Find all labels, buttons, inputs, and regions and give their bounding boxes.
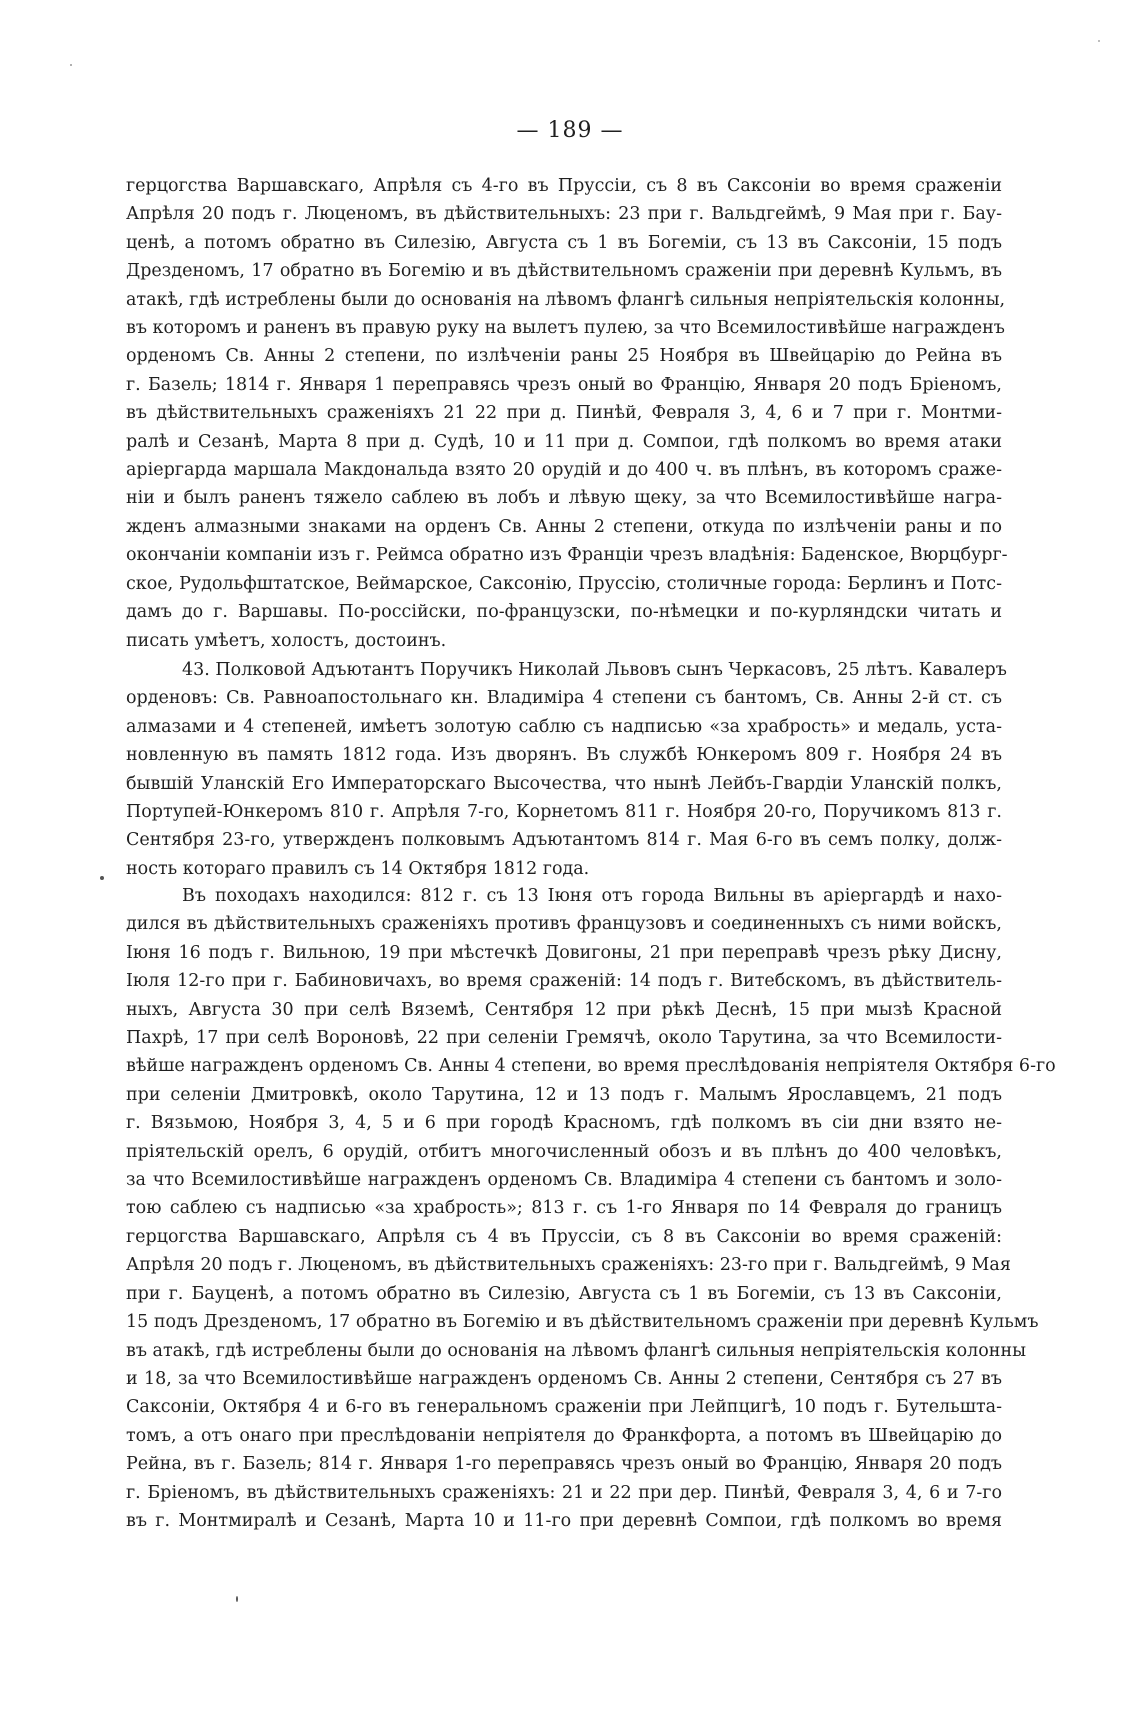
text-line: Апрѣля 20 подъ г. Люценомъ, въ дѣйствительныхъ: 23 при г. Вальдгеймѣ, 9 Мая при г. Бау- — [126, 204, 1002, 225]
text-line: г. Бріеномъ, въ дѣйствительныхъ сраженіяхъ: 21 и 22 при дер. Пинѣй, Февраля 3, 4, 6 и 7-го — [126, 1482, 1002, 1503]
text-line: въ дѣйствительныхъ сраженіяхъ 21 22 при д. Пинѣй, Февраля 3, 4, 6 и 7 при г. Монтми- — [126, 403, 1002, 424]
text-line: 15 подъ Дрезденомъ, 17 обратно въ Богемію и въ дѣйствительномъ сраженіи при деревнѣ Кульмъ — [126, 1312, 1039, 1333]
text-line: Дрезденомъ, 17 обратно въ Богемію и въ дѣйствительномъ сраженіи при деревнѣ Кульмъ, въ — [126, 261, 1002, 282]
text-line: Въ походахъ находился: 812 г. съ 13 Іюня отъ города Вильны въ аріергардѣ и нахо- — [182, 886, 1002, 906]
text-line: пріятельскій орелъ, 6 орудій, отбитъ многочисленный обозъ и въ плѣнъ до 400 человѣкъ, — [126, 1141, 1002, 1162]
text-line: ское, Рудольфштатское, Веймарское, Саксонію, Пруссію, столичные города: Берлинъ и Потс- — [126, 573, 1002, 594]
text-line: Сентября 23-го, утвержденъ полковымъ Адъютантомъ 814 г. Мая 6-го въ семъ полку, долж- — [126, 830, 1002, 851]
text-line: Саксоніи, Октября 4 и 6-го въ генеральномъ сраженіи при Лейпцигѣ, 10 подъ г. Бутельшта- — [126, 1397, 1002, 1418]
text-line: при селеніи Дмитровкѣ, около Тарутина, 12 и 13 подъ г. Малымъ Ярославцемъ, 21 подъ — [126, 1084, 1002, 1105]
text-line: ніи и былъ раненъ тяжело саблею въ лобъ и лѣвую щеку, за что Всемилостивѣйше награ- — [126, 488, 1002, 509]
text-line: аріергарда маршала Макдональда взято 20 орудій и до 400 ч. въ плѣнъ, въ которомъ сраже- — [126, 460, 1002, 481]
text-line: герцогства Варшавскаго, Апрѣля съ 4 въ Пруссіи, съ 8 въ Саксоніи во время сраженій: — [126, 1226, 1002, 1247]
page-number: — 189 — — [516, 118, 624, 143]
text-line: тою саблею съ надписью «за храбрость»; 813 г. съ 1-го Января по 14 Февраля до границъ — [126, 1198, 1002, 1219]
text-line: 43. Полковой Адъютантъ Поручикъ Николай Львовъ сынъ Черкасовъ, 25 лѣтъ. Кавалеръ — [182, 660, 1007, 680]
text-line: г. Базель; 1814 г. Января 1 переправясь чрезъ оный во Францію, Января 20 подъ Бріеномъ, — [126, 374, 1002, 395]
text-line: Портупей-Юнкеромъ 810 г. Апрѣля 7-го, Корнетомъ 811 г. Ноября 20-го, Поручикомъ 813 г. — [126, 802, 1002, 823]
text-line: вѣйше награжденъ орденомъ Св. Анны 4 степени, во время преслѣдованія непріятеля Октября 6-го — [126, 1056, 1056, 1077]
scan-speck — [100, 876, 104, 880]
text-line: и 18, за что Всемилостивѣйше награжденъ орденомъ Св. Анны 2 степени, Сентября съ 27 въ — [126, 1368, 1002, 1389]
text-line: ценѣ, а потомъ обратно въ Силезію, Августа съ 1 въ Богеміи, съ 13 въ Саксоніи, 15 подъ — [126, 232, 1002, 253]
text-line: Рейна, въ г. Базель; 814 г. Января 1-го переправясь чрезъ оный во Францію, Января 20 подъ — [126, 1454, 1002, 1475]
text-line: писать умѣетъ, холостъ, достоинъ. — [126, 630, 447, 651]
text-line: орденомъ Св. Анны 2 степени, по излѣченіи раны 25 Ноября въ Швейцарію до Рейна въ — [126, 346, 1002, 367]
text-line: въ г. Монтмиралѣ и Сезанѣ, Марта 10 и 11-го при деревнѣ Сомпои, гдѣ полкомъ во время — [126, 1510, 1002, 1531]
text-line: дился въ дѣйствительныхъ сраженіяхъ противъ французовъ и соединенныхъ съ ними войскъ, — [126, 914, 1002, 935]
text-line: г. Вязьмою, Ноября 3, 4, 5 и 6 при городѣ Красномъ, гдѣ полкомъ въ сіи дни взято не- — [126, 1113, 1002, 1134]
text-line: за что Всемилостивѣйше награжденъ орденомъ Св. Владиміра 4 степени съ бантомъ и золо- — [126, 1170, 1002, 1191]
text-line: Іюня 16 подъ г. Вильною, 19 при мѣстечкѣ Довигоны, 21 при переправѣ чрезъ рѣку Дисну, — [126, 942, 1002, 963]
text-line: бывшій Уланскій Его Императорскаго Высочества, что нынѣ Лейбъ-Гвардіи Уланскій полкъ, — [126, 773, 1002, 794]
paragraph-continued — [126, 172, 1008, 655]
text-line: жденъ алмазными знаками на орденъ Св. Анны 2 степени, откуда по излѣченіи раны и по — [126, 516, 1002, 537]
scan-speck — [70, 64, 72, 66]
text-line: дамъ до г. Варшавы. По-россійски, по-французски, по-нѣмецки и по-курляндски читать и — [126, 602, 1002, 623]
text-line: томъ, а отъ онаго при преслѣдованіи непріятеля до Франкфорта, а потомъ въ Швейцарію до — [126, 1425, 1002, 1446]
text-line: Іюля 12-го при г. Бабиновичахъ, во время сраженій: 14 подъ г. Витебскомъ, въ дѣйствитель- — [126, 971, 1002, 992]
text-line: ныхъ, Августа 30 при селѣ Вяземѣ, Сентября 12 при рѣкѣ Деснѣ, 15 при мызѣ Красной — [126, 999, 1002, 1020]
text-line: ралѣ и Сезанѣ, Марта 8 при д. Судѣ, 10 и 11 при д. Сомпои, гдѣ полкомъ во время атаки — [126, 431, 1002, 452]
paragraph-entry-43 — [126, 656, 1007, 883]
text-line: новленную въ память 1812 года. Изъ дворянъ. Въ службѣ Юнкеромъ 809 г. Ноября 24 въ — [126, 745, 1002, 766]
text-line: окончаніи компаніи изъ г. Реймса обратно изъ Франціи чрезъ владѣнія: Баденское, Вюрцбург- — [126, 545, 1008, 566]
text-line: Пахрѣ, 17 при селѣ Вороновѣ, 22 при селеніи Гремячѣ, около Тарутина, за что Всемилости- — [126, 1028, 1002, 1049]
scan-speck — [1098, 40, 1100, 42]
text-line: въ которомъ и раненъ въ правую руку на вылетъ пулею, за что Всемилостивѣйше награжденъ — [126, 318, 1005, 339]
paragraph-campaigns — [126, 882, 1056, 1535]
scan-speck — [236, 1596, 238, 1602]
text-line: герцогства Варшавскаго, Апрѣля съ 4-го въ Пруссіи, съ 8 въ Саксоніи во время сраженіи — [126, 176, 1002, 196]
text-line: Апрѣля 20 подъ г. Люценомъ, въ дѣйствительныхъ сраженіяхъ: 23-го при г. Вальдгеймѣ, 9 Мая — [126, 1255, 1011, 1276]
text-line: атакѣ, гдѣ истреблены были до основанія на лѣвомъ флангѣ сильныя непріятельскія колонны, — [126, 289, 1006, 310]
text-line: алмазами и 4 степеней, имѣетъ золотую саблю съ надписью «за храбрость» и медаль, уста- — [126, 716, 1002, 737]
text-line: ность котораго правилъ съ 14 Октября 1812 года. — [126, 858, 590, 879]
text-line: въ атакѣ, гдѣ истреблены были до основанія на лѣвомъ флангѣ сильныя непріятельскія колонны — [126, 1340, 1027, 1361]
text-line: орденовъ: Св. Равноапостольнаго кн. Владиміра 4 степени съ бантомъ, Св. Анны 2-й ст. съ — [126, 688, 1002, 709]
text-line: при г. Бауценѣ, а потомъ обратно въ Силезію, Августа съ 1 въ Богеміи, съ 13 въ Саксоніи, — [126, 1283, 1002, 1304]
